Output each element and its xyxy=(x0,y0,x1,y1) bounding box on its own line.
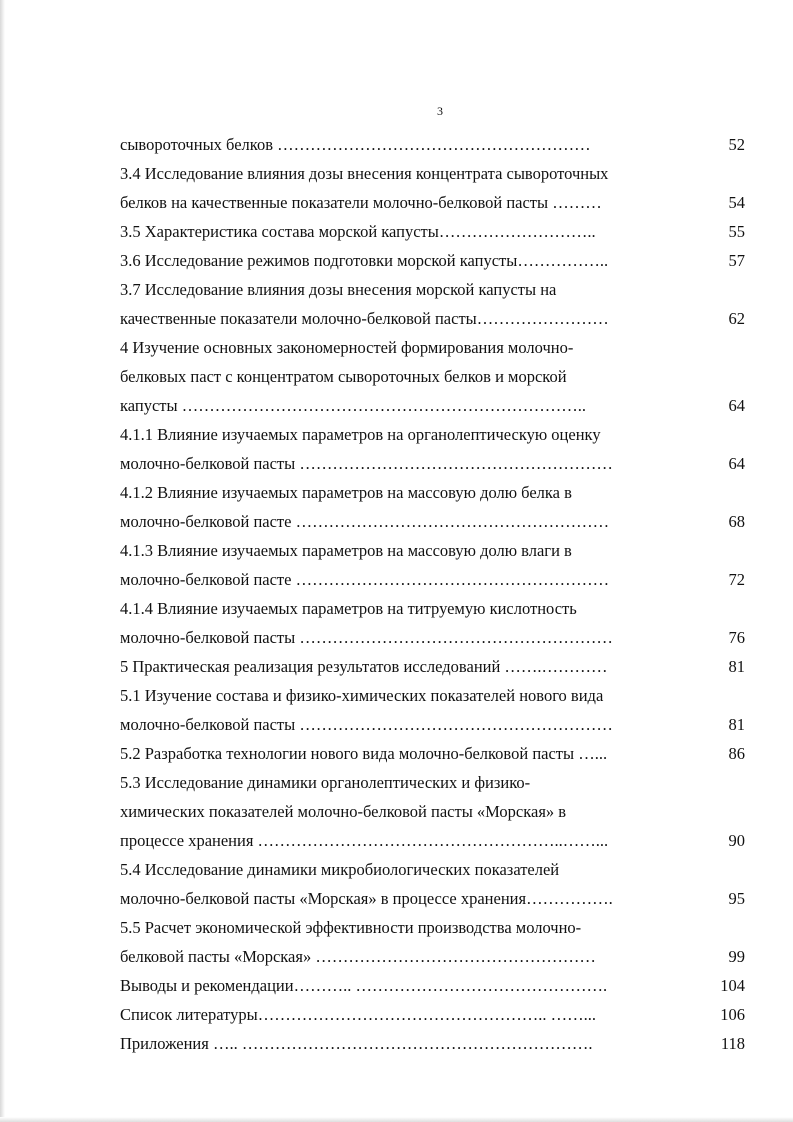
toc-entry-page-number: 99 xyxy=(728,947,745,966)
toc-entry-page-number: 118 xyxy=(720,1034,745,1053)
toc-entry-text-line: молочно-белковой пасте ………………………………………………… xyxy=(120,570,610,589)
toc-entry-page-number: 104 xyxy=(720,976,745,995)
toc-entry-page-number: 76 xyxy=(728,628,745,647)
toc-entry-page-number: 64 xyxy=(728,396,745,415)
toc-entry-page-number: 55 xyxy=(728,222,745,241)
toc-entry-page-number: 106 xyxy=(720,1005,745,1024)
toc-entry xyxy=(120,681,745,739)
toc-entry-text-line: 4.1.2 Влияние изучаемых параметров на массовую долю белка в xyxy=(120,483,572,502)
toc-entry-text-line: молочно-белковой пасты «Морская» в процессе хранения……………. xyxy=(120,889,613,908)
toc-entry-text-line: 5.1 Изучение состава и физико-химических показателей нового вида xyxy=(120,686,604,705)
toc-entry-page-number: 68 xyxy=(728,512,745,531)
toc-entry-page-number: 86 xyxy=(728,744,745,763)
toc-entry xyxy=(120,333,745,420)
toc-entry-text-line: процессе хранения ………………………………………………..……... xyxy=(120,831,609,850)
toc-entry-text-line: 3.6 Исследование режимов подготовки морской капусты…………….. xyxy=(120,251,609,270)
toc-entry xyxy=(120,536,745,594)
toc-entry xyxy=(120,420,745,478)
table-of-contents xyxy=(120,130,745,1058)
toc-entry xyxy=(120,594,745,652)
toc-entry-text-line: Приложения ….. ………………………………………………………. xyxy=(120,1034,593,1053)
toc-entry-text-line: химических показателей молочно-белковой пасты «Морская» в xyxy=(120,802,567,821)
toc-entry xyxy=(120,913,745,971)
toc-entry xyxy=(120,652,745,681)
scan-edge-bottom xyxy=(0,1117,793,1122)
toc-entry xyxy=(120,1000,745,1029)
toc-entry-page-number: 72 xyxy=(728,570,745,589)
toc-entry-text-line: Выводы и рекомендации……….. ………………………………………. xyxy=(120,976,608,995)
toc-entry xyxy=(120,246,745,275)
toc-entry-text-line: 5.4 Исследование динамики микробиологических показателей xyxy=(120,860,560,879)
toc-entry-text-line: белковой пасты «Морская» …………………………………………… xyxy=(120,947,596,966)
toc-entry-page-number: 95 xyxy=(728,889,745,908)
toc-entry-text-line: 5 Практическая реализация результатов исследований …….………… xyxy=(120,657,608,676)
page-number: 3 xyxy=(437,104,443,118)
toc-entry-text-line: капусты ……………………………………………………………….. xyxy=(120,396,586,415)
toc-entry-text-line: 3.4 Исследование влияния дозы внесения концентрата сывороточных xyxy=(120,164,609,183)
toc-entry-page-number: 64 xyxy=(728,454,745,473)
toc-entry-text-line: 5.5 Расчет экономической эффективности производства молочно- xyxy=(120,918,582,937)
toc-entry xyxy=(120,768,745,855)
toc-entry-text-line: сывороточных белков ………………………………………………… xyxy=(120,135,591,154)
toc-entry-text-line: молочно-белковой пасты ………………………………………………… xyxy=(120,454,613,473)
toc-entry-text-line: качественные показатели молочно-белковой пасты…………………… xyxy=(120,309,609,328)
toc-entry-text-line: 3.5 Характеристика состава морской капусты……………………….. xyxy=(120,222,596,241)
scan-edge-left xyxy=(0,0,5,1122)
toc-entry xyxy=(120,159,745,217)
toc-entry-page-number: 90 xyxy=(728,831,745,850)
toc-entry-text-line: молочно-белковой пасты ………………………………………………… xyxy=(120,715,613,734)
toc-entry-text-line: 4 Изучение основных закономерностей формирования молочно- xyxy=(120,338,574,357)
toc-entry xyxy=(120,217,745,246)
toc-entry-text-line: белков на качественные показатели молочно-белковой пасты ……… xyxy=(120,193,602,212)
toc-entry xyxy=(120,855,745,913)
toc-entry-page-number: 52 xyxy=(728,135,745,154)
toc-entry-page-number: 81 xyxy=(728,657,745,676)
toc-entry-page-number: 57 xyxy=(728,251,745,270)
toc-entry-text-line: 4.1.1 Влияние изучаемых параметров на органолептическую оценку xyxy=(120,425,601,444)
toc-entry xyxy=(120,971,745,1000)
toc-entry-text-line: 5.3 Исследование динамики органолептических и физико- xyxy=(120,773,531,792)
toc-entry xyxy=(120,275,745,333)
toc-entry-text-line: 4.1.3 Влияние изучаемых параметров на массовую долю влаги в xyxy=(120,541,572,560)
toc-entry xyxy=(120,1029,745,1058)
toc-entry-text-line: 4.1.4 Влияние изучаемых параметров на титруемую кислотность xyxy=(120,599,577,618)
toc-entry-text-line: 5.2 Разработка технологии нового вида молочно-белковой пасты …... xyxy=(120,744,608,763)
toc-entry-text-line: белковых паст с концентратом сывороточных белков и морской xyxy=(120,367,567,386)
toc-entry xyxy=(120,130,745,159)
toc-entry xyxy=(120,478,745,536)
toc-entry-text-line: молочно-белковой пасте ………………………………………………… xyxy=(120,512,610,531)
toc-entry-text-line: молочно-белковой пасты ………………………………………………… xyxy=(120,628,613,647)
toc-entry-page-number: 62 xyxy=(728,309,745,328)
toc-entry-text-line: 3.7 Исследование влияния дозы внесения морской капусты на xyxy=(120,280,557,299)
toc-entry-page-number: 54 xyxy=(728,193,745,212)
toc-entry-page-number: 81 xyxy=(728,715,745,734)
toc-entry-text-line: Список литературы…………………………………………….. ……... xyxy=(120,1005,596,1024)
toc-entry xyxy=(120,739,745,768)
